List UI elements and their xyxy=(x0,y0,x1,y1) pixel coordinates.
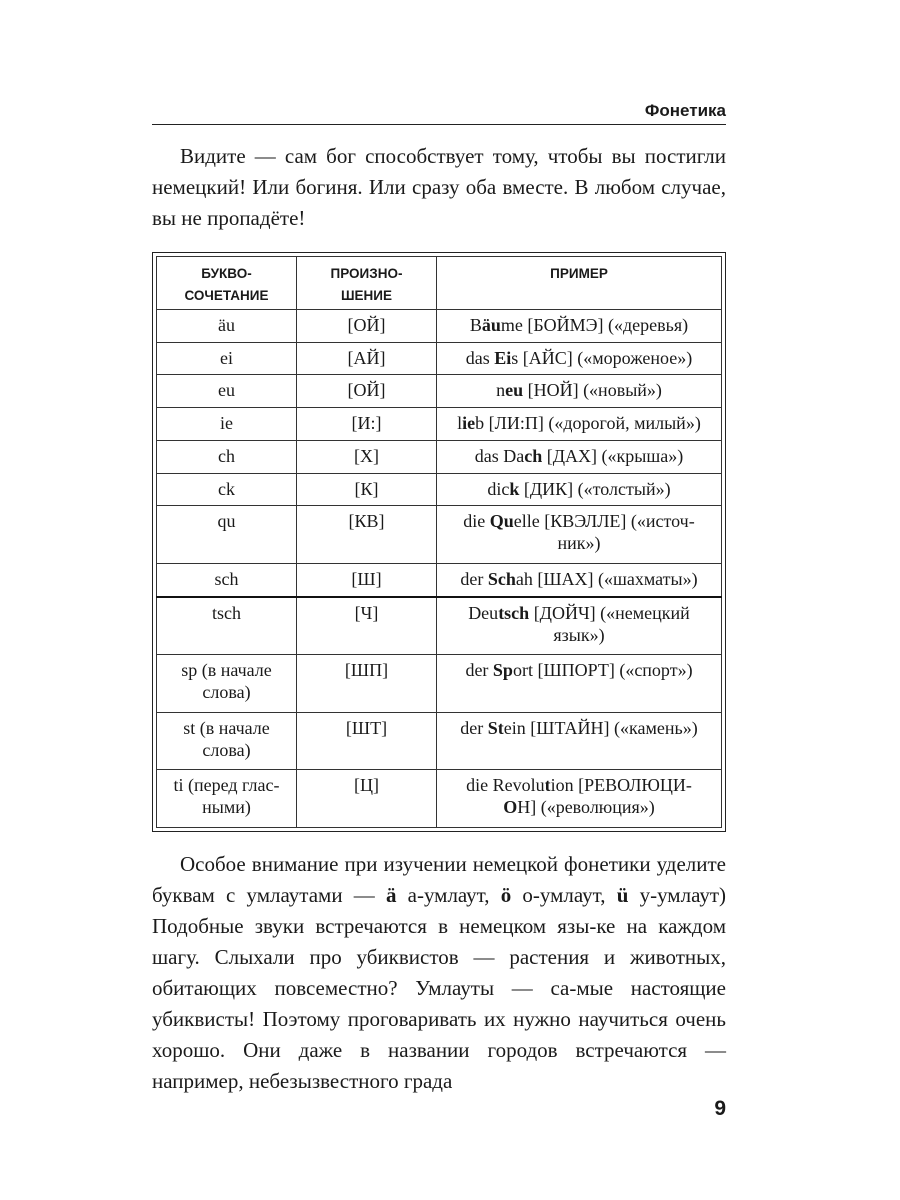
example-cell xyxy=(437,506,722,564)
example-text: B xyxy=(469,315,482,335)
combination-cell: sp (в начале слова) xyxy=(157,655,297,713)
example-cell xyxy=(437,310,722,343)
example-text: ion [РЕВОЛЮЦИ- xyxy=(550,775,692,796)
example-bold: t xyxy=(544,775,551,796)
example-cell xyxy=(437,712,722,770)
example-text: ein [ШТАЙН] («камень») xyxy=(503,717,698,738)
pronunciation-cell: [Ч] xyxy=(297,597,437,655)
example-cell xyxy=(437,342,722,375)
example-text: ah [ШАХ] («шахматы») xyxy=(515,568,698,589)
body-paragraph xyxy=(152,849,726,1097)
example-text: b [ЛИ:П] («дорогой, милый») xyxy=(475,413,701,434)
table-row xyxy=(157,655,722,713)
example-text: Н] («революция») xyxy=(517,797,655,818)
pronunciation-cell: [К] xyxy=(297,473,437,506)
table-row xyxy=(157,342,722,375)
header-example: ПРИМЕР xyxy=(437,257,722,310)
table-header-row xyxy=(157,257,722,310)
table-row xyxy=(157,597,722,655)
combination-cell: qu xyxy=(157,506,297,564)
table-body xyxy=(157,310,722,828)
example-bold: Qu xyxy=(489,511,514,532)
example-text: das xyxy=(465,347,495,368)
body-bold: ö xyxy=(500,883,512,907)
table-row xyxy=(157,770,722,828)
combination-cell: äu xyxy=(157,310,297,343)
example-cell xyxy=(437,597,722,655)
example-cell xyxy=(437,440,722,473)
example-cell xyxy=(437,563,722,596)
example-text: die Revolu xyxy=(466,775,545,796)
pronunciation-cell: [ШТ] xyxy=(297,712,437,770)
example-text: elle [КВЭЛЛЕ] («источ- ник») xyxy=(513,511,695,554)
combination-cell: ti (перед глас- ными) xyxy=(157,770,297,828)
pronunciation-cell: [ОЙ] xyxy=(297,375,437,408)
combination-cell: eu xyxy=(157,375,297,408)
example-text: [ДИК] («толстый») xyxy=(519,478,671,499)
pronunciation-cell: [И:] xyxy=(297,408,437,441)
header-rule xyxy=(152,124,726,125)
example-text: l xyxy=(457,413,463,434)
example-text: [ДАХ] («крыша») xyxy=(542,445,684,466)
body-text: у-умлаут) Подобные звуки встречаются в немецком язы-ке на каждом шагу. Слыхали про убиквистов — растения и животных, обитающих повсеместно? Умлауты — са-мые настоящие убиквисты! Поэтому проговаривать их нужно научиться очень хорошо. Они даже в названии городов встречаются — например, небезызвестного града xyxy=(152,883,726,1093)
table-row xyxy=(157,408,722,441)
combination-cell: ie xyxy=(157,408,297,441)
example-text: der xyxy=(460,717,488,738)
example-text: der xyxy=(460,568,488,589)
example-bold: Sch xyxy=(487,568,516,589)
table-row xyxy=(157,440,722,473)
example-bold: Ei xyxy=(494,347,512,368)
combination-cell: tsch xyxy=(157,597,297,655)
table-row xyxy=(157,310,722,343)
example-text: die xyxy=(463,511,490,532)
example-bold: ie xyxy=(462,413,476,434)
example-bold: k xyxy=(509,478,520,499)
example-bold: О xyxy=(503,797,518,818)
pronunciation-cell: [Ш] xyxy=(297,563,437,596)
example-cell xyxy=(437,655,722,713)
example-text: [НОЙ] («новый») xyxy=(523,380,662,401)
pronunciation-cell: [ОЙ] xyxy=(297,310,437,343)
pronunciation-cell: [Ц] xyxy=(297,770,437,828)
example-text: der xyxy=(465,660,493,681)
combination-cell: sch xyxy=(157,563,297,596)
intro-paragraph: Видите — сам бог способствует тому, чтобы вы постигли немецкий! Или богиня. Или сразу оба вместе. В любом случае, вы не пропадёте! xyxy=(152,144,726,230)
combination-cell: ch xyxy=(157,440,297,473)
pronunciation-cell: [КВ] xyxy=(297,506,437,564)
running-header: Фонетика xyxy=(644,101,726,120)
header-pronunciation: ПРОИЗНО- ШЕНИЕ xyxy=(297,257,437,310)
combination-cell: ck xyxy=(157,473,297,506)
example-bold: St xyxy=(487,717,504,738)
combination-cell: ei xyxy=(157,342,297,375)
pronunciation-cell: [АЙ] xyxy=(297,342,437,375)
body-text: Особое внимание при изучении немецкой фонетики уделите буквам с умлаутами — xyxy=(152,852,726,907)
example-text: Deu xyxy=(468,602,499,623)
example-text: ort [ШПОРТ] («спорт») xyxy=(512,660,693,681)
example-cell xyxy=(437,473,722,506)
body-bold: ä xyxy=(385,883,397,907)
example-text: n xyxy=(496,380,506,401)
example-cell xyxy=(437,408,722,441)
example-cell xyxy=(437,770,722,828)
body-text: а-умлаут, xyxy=(396,883,501,907)
example-text: dic xyxy=(487,478,510,499)
body-text: о-умлаут, xyxy=(511,883,617,907)
letter-combinations-table-frame xyxy=(152,252,726,832)
example-bold: Sp xyxy=(492,660,513,681)
page-number: 9 xyxy=(714,1097,726,1120)
table-row xyxy=(157,563,722,596)
example-bold: ch xyxy=(524,445,543,466)
example-bold: eu xyxy=(505,380,524,401)
pronunciation-cell: [ШП] xyxy=(297,655,437,713)
table-row xyxy=(157,506,722,564)
example-text: s [АЙС] («мороженое») xyxy=(511,347,693,368)
example-text: me [БОЙМЭ] («деревья) xyxy=(500,315,689,335)
table-row xyxy=(157,473,722,506)
pronunciation-cell: [Х] xyxy=(297,440,437,473)
combination-cell: st (в начале слова) xyxy=(157,712,297,770)
example-bold: äu xyxy=(481,315,501,335)
table-row xyxy=(157,712,722,770)
table-row xyxy=(157,375,722,408)
body-bold: ü xyxy=(616,883,629,907)
example-text: das Da xyxy=(474,445,525,466)
header-combination: БУКВО- СОЧЕТАНИЕ xyxy=(157,257,297,310)
example-text: [ДОЙЧ] («немецкий язык») xyxy=(533,602,690,645)
example-bold: tsch xyxy=(498,602,530,623)
letter-combinations-table xyxy=(156,256,722,828)
example-cell xyxy=(437,375,722,408)
